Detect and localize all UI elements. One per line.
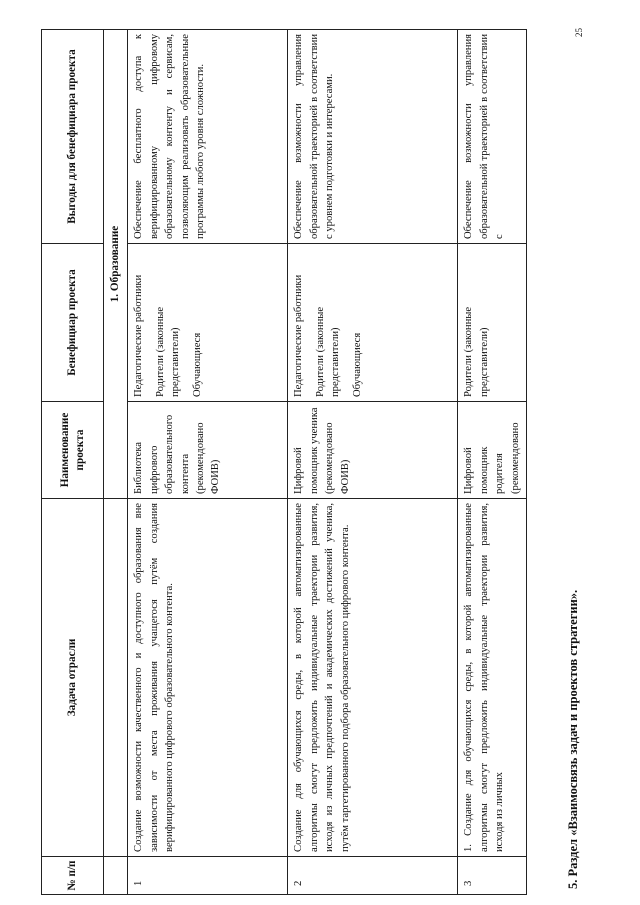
header-benefit: Выгоды для бенефициара проекта (42, 30, 104, 244)
beneficiary-item: Родители (законные представители) (154, 306, 182, 397)
table-header-row (42, 30, 104, 895)
beneficiary-item: Родители (законные представители) (463, 306, 490, 397)
row-num: 3 (458, 857, 527, 895)
section-row (104, 30, 128, 895)
row-beneficiary (128, 244, 288, 402)
section-empty-cell (104, 499, 128, 857)
row-benefit: Обеспечение бесплатного доступа к верифицированному цифровому образовательному контенту и сервисам, позволяющим реализовать образовательные программы любого уровня сложности. (128, 30, 288, 244)
row-benefit: Обеспечение возможности управления образовательной траекторией в соответствии с (458, 30, 527, 244)
beneficiary-item: Педагогические работники (133, 274, 145, 397)
section-empty-cell (104, 857, 128, 895)
row-beneficiary (288, 244, 458, 402)
section-title: 1. Образование (104, 30, 128, 499)
header-num: № п/п (42, 857, 104, 895)
header-project: Наименование проекта (42, 402, 104, 499)
row-project: Цифровой помощник ученика (рекомендовано ФОИВ) (288, 402, 458, 499)
beneficiary-item: Родители (законные представители) (314, 306, 342, 397)
row-num: 1 (128, 857, 288, 895)
row-task: Создание для обучающихся среды, в которой автоматизированные алгоритмы смогут предложить индивидуальные траектории развития, исходя из личных предпочтений и академических достижений ученика, путём таргетированного подбора образовательного цифрового контента. (288, 499, 458, 857)
table-row (288, 30, 458, 895)
row-project: Цифровой помощник родителя (рекомендовано (458, 402, 527, 499)
table-row (458, 30, 527, 895)
header-task: Задача отрасли (42, 499, 104, 857)
header-beneficiary: Бенефициар проекта (42, 244, 104, 402)
beneficiary-item: Обучающиеся (191, 332, 203, 397)
table-row (128, 30, 288, 895)
row-task: 1. Создание для обучающихся среды, в которой автоматизированные алгоритмы смогут предложить индивидуальные траектории развития, исходя из личных (458, 499, 527, 857)
row-benefit: Обеспечение возможности управления образовательной траекторией в соответствии с уровнем подготовки и интересами. (288, 30, 458, 244)
row-task: Создание возможности качественного и доступного образования вне зависимости от места проживания учащегося путём создания верифицированного цифрового образовательного контента. (128, 499, 288, 857)
strategy-table (41, 29, 527, 895)
section-heading: 5. Раздел «Взаимосвязь задач и проектов стратегии». (566, 589, 580, 889)
beneficiary-item: Обучающиеся (351, 332, 363, 397)
page-number: 25 (574, 28, 584, 37)
row-project: Библиотека цифрового образовательного контента (рекомендовано ФОИВ) (128, 402, 288, 499)
beneficiary-item: Педагогические работники (293, 274, 305, 397)
row-num: 2 (288, 857, 458, 895)
row-beneficiary (458, 244, 527, 402)
